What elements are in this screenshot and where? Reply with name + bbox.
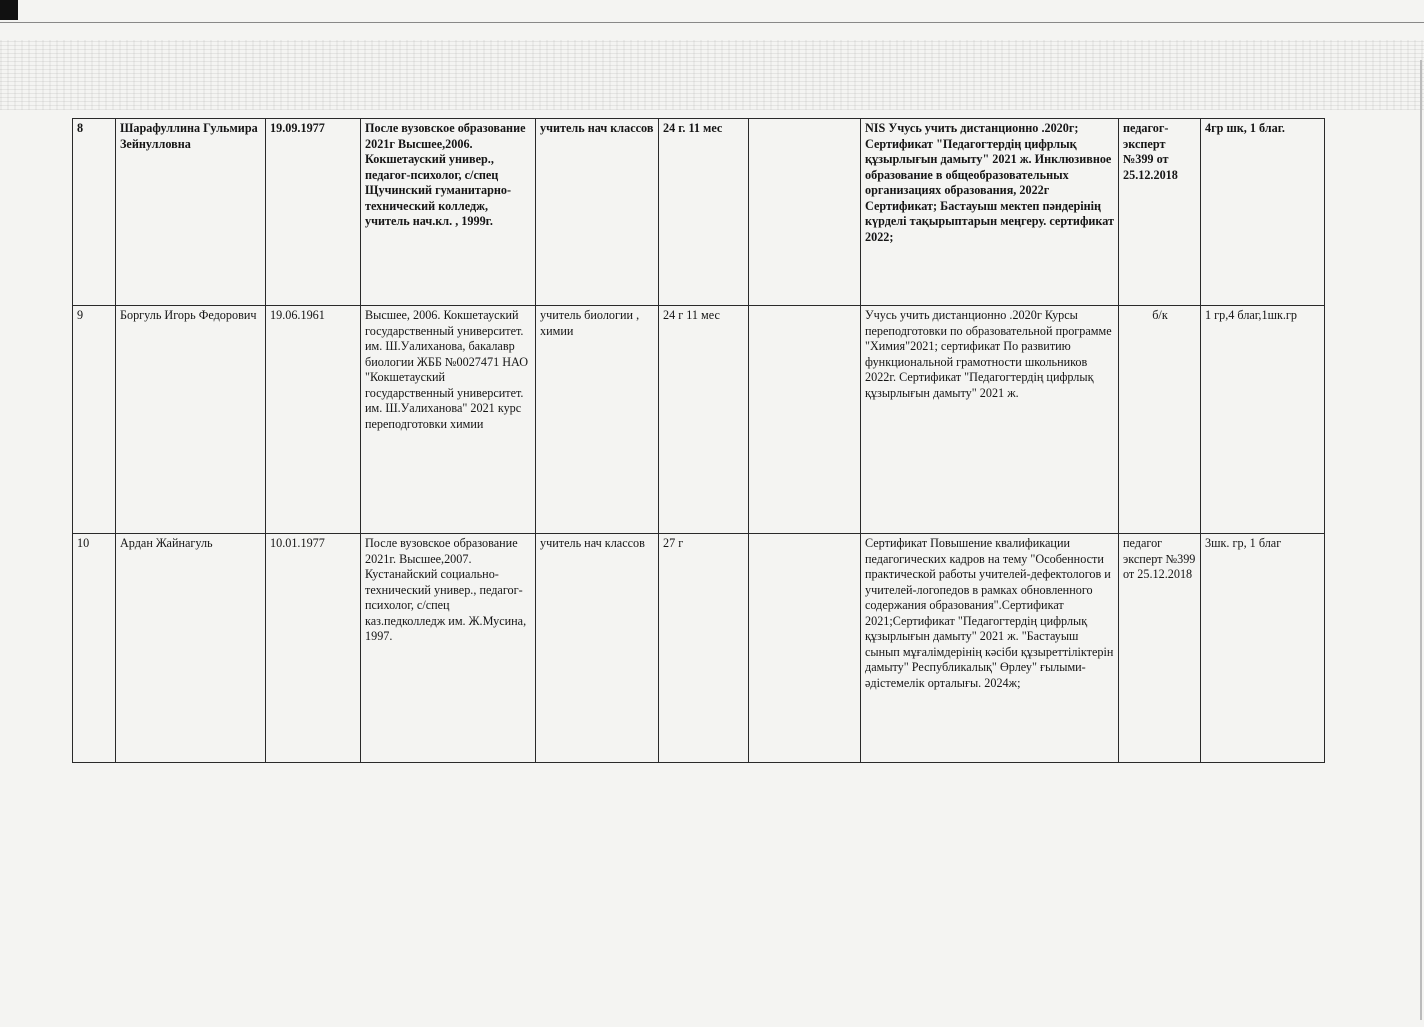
education: После вузовское образование 2021г Высшее,2006. Кокшетауский универ., педагог-психолог, с/спец Щучинский гуманитарно-технический колледж, учитель нач.кл. , 1999г.	[361, 119, 536, 306]
page-edge	[1420, 60, 1422, 1020]
education: После вузовское образование 2021г. Высшее,2007. Кустанайский социально-технический универ., педагог-психолог, с/спец каз.педколледж им. Ж.Мусина, 1997.	[361, 534, 536, 763]
empty-cell	[749, 306, 861, 534]
table-row	[73, 534, 1325, 763]
workload: 4гр шк, 1 благ.	[1201, 119, 1325, 306]
birth-date: 19.09.1977	[266, 119, 361, 306]
birth-date: 19.06.1961	[266, 306, 361, 534]
position: учитель нач классов	[536, 534, 659, 763]
birth-date: 10.01.1977	[266, 534, 361, 763]
teacher-roster-table	[72, 118, 1325, 763]
table-row	[73, 119, 1325, 306]
scan-top-line	[0, 22, 1424, 23]
courses: Сертификат Повышение квалификации педагогических кадров на тему "Особенности практической работы учителей-дефектологов и учителей-логопедов в рамках обновленного содержания образования".Сертификат 2021;Сертификат "Педагогтердің цифрлық құзырлығын дамыту" 2021 ж. "Бастауыш сынып мұғалімдерінің кәсіби құзыреттіліктерін дамыту" Республикалық" Өрлеу" ғылыми-әдістемелік орталығы. 2024ж;	[861, 534, 1119, 763]
teacher-name: Ардан Жайнагуль	[116, 534, 266, 763]
position: учитель биологии , химии	[536, 306, 659, 534]
courses: Учусь учить дистанционно .2020г Курсы переподготовки по образовательной программе "Химия"2021; сертификат По развитию функциональной грамотности школьников 2022г. Сертификат "Педагогтердің цифрлық құзырлығын дамыту" 2021 ж.	[861, 306, 1119, 534]
workload: 1 гр,4 благ,1шк.гр	[1201, 306, 1325, 534]
experience: 24 г 11 мес	[659, 306, 749, 534]
table-row	[73, 306, 1325, 534]
category: педагог эксперт №399 от 25.12.2018	[1119, 534, 1201, 763]
category: б/к	[1119, 306, 1201, 534]
category: педагог-эксперт №399 от 25.12.2018	[1119, 119, 1201, 306]
teacher-name: Боргуль Игорь Федорович	[116, 306, 266, 534]
scan-noise-band	[0, 40, 1424, 110]
courses: NIS Учусь учить дистанционно .2020г; Сертификат "Педагогтердің цифрлық құзырлығын дамыту" 2021 ж. Инклюзивное образование в общеобразовательных организациях образования, 2022г Сертификат; Бастауыш мектеп пәндерінің күрделі тақырыптарын меңгеру. сертификат 2022;	[861, 119, 1119, 306]
empty-cell	[749, 534, 861, 763]
position: учитель нач классов	[536, 119, 659, 306]
row-number: 8	[73, 119, 116, 306]
workload: 3шк. гр, 1 благ	[1201, 534, 1325, 763]
teacher-name: Шарафуллина Гульмира Зейнулловна	[116, 119, 266, 306]
experience: 27 г	[659, 534, 749, 763]
row-number: 10	[73, 534, 116, 763]
education: Высшее, 2006. Кокшетауский государственный университет. им. Ш.Уалиханова, бакалавр биологии ЖББ №0027471 НАО "Кокшетауский государственный университет. им. Ш.Уалиханова" 2021 курс переподготовки химии	[361, 306, 536, 534]
scan-corner-mark	[0, 0, 18, 20]
row-number: 9	[73, 306, 116, 534]
experience: 24 г. 11 мес	[659, 119, 749, 306]
empty-cell	[749, 119, 861, 306]
